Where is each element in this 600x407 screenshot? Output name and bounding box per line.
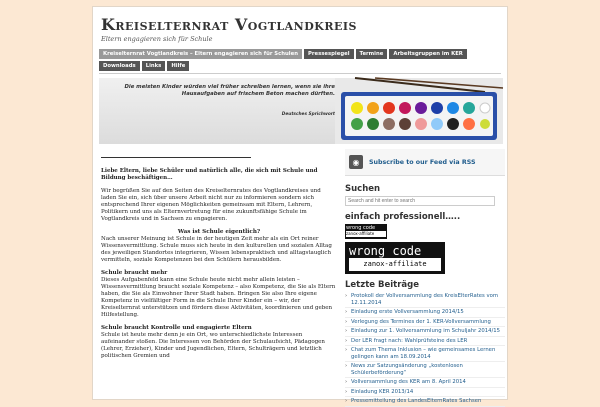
search-widget-title: Suchen	[345, 184, 381, 194]
rss-icon[interactable]: ◉	[349, 155, 363, 169]
affiliate-small-sub: zanox-affiliate	[346, 231, 386, 237]
recent-posts-list	[345, 292, 505, 407]
content-divider	[101, 157, 251, 158]
heading-school-needs-more: Schule braucht mehr	[101, 270, 168, 276]
heading-what-is-school: Was ist Schule eigentlich?	[177, 229, 261, 235]
site-header	[93, 7, 507, 43]
paragraph-school-needs-more: Dieses Aufgabenfeld kann eine Schule heute nicht mehr allein leisten – Wissensvermittlung braucht soziale Kompetenz – also Kompetenz, die Sie als Eltern haben, die Sie als Einwohner Ihrer Stadt haben. Bringen Sie also Ihre eigene Kompetenz in vielfältiger Form in die Schule Ihrer Kinder ein – wir, der Kreiselternrat unterstützen und fördern diese Aktivitäten, koordinieren und geben Hilfestellung.	[101, 277, 336, 318]
sidebar	[345, 149, 505, 407]
recent-post-link[interactable]: › Einladung zur 1. Vollversammlung im Schuljahr 2014/15	[345, 327, 505, 337]
recent-post-link[interactable]: › Der LER fragt nach: Wahlprüfsteine des LER	[345, 337, 505, 347]
recent-post-link[interactable]: › News zur Satzungsänderung „kostenlosen Schülerbeförderung“	[345, 362, 505, 378]
watercolor-palette-image	[335, 78, 503, 144]
ad-widget-title: einfach professionell…..	[345, 212, 461, 222]
recent-post-link[interactable]: › Verlegung des Termines der 1. KER-Vollversammlung	[345, 318, 505, 328]
heading-school-needs-control: Schule braucht Kontrolle und engagierte Eltern	[101, 325, 252, 331]
paragraph-what-is-school: Nach unserer Meinung ist Schule in der heutigen Zeit mehr als ein Ort reiner Wissensvermittlung. Schule muss sich heute in den kulturellen und sozialen Alltag des jeweiligen Standortes integrieren, Wissen lebenspraktisch und alltagstauglich vermitteln, soziale Kompetenzen bei den Schülern herausbilden.	[101, 236, 332, 263]
recent-post-link[interactable]: › Chat zum Thema Inklusion – wie gemeinsames Lernen gelingen kann am 18.09.2014	[345, 346, 505, 362]
recent-post-link[interactable]: › Einladung KER 2013/14	[345, 388, 505, 398]
recent-post-link[interactable]: › Einladung erste Vollversammlung 2014/15	[345, 308, 505, 318]
nav-item-pressespiegel[interactable]: Pressespiegel	[304, 49, 354, 59]
recent-post-link[interactable]: › Protokoll der Vollversammlung des KreisElterRates vom 12.11.2014	[345, 292, 505, 308]
nav-divider	[99, 73, 501, 74]
affiliate-large-sub: zanox-affiliate	[349, 258, 441, 271]
recent-post-link[interactable]: › Pressemitteilung des LandesElternRates Sachsen	[345, 397, 505, 407]
recent-posts-title: Letzte Beiträge	[345, 280, 419, 290]
nav-item-downloads[interactable]: Downloads	[99, 61, 140, 71]
site-description: Eltern engagieren sich für Schule	[101, 35, 213, 43]
nav-item-termine[interactable]: Termine	[356, 49, 388, 59]
nav-item-home[interactable]: Kreiselternrat Vogtlandkreis – Eltern engagieren sich für Schulen	[99, 49, 302, 59]
page-container	[92, 6, 508, 404]
header-banner	[99, 78, 501, 144]
intro-text: Liebe Eltern, liebe Schüler und natürlich alle, die sich mit Schule und Bildung beschäftigen…	[101, 168, 318, 181]
welcome-paragraph: Wir begrüßen Sie auf den Seiten des Kreiselternrates des Vogtlandkreises und laden Sie ein, sich über unsere Arbeit nicht nur zu informieren sondern sich entsprechend Ihrer eigenen Möglichkeiten gemeinsam mit Eltern, Lehrern, Politikern und uns als Elternvertretung für eine zukunftsfähige Schule im Vogtlandkreis und in Sachsen zu engagieren.	[101, 188, 321, 222]
affiliate-large-text: wrong code	[349, 244, 422, 258]
paragraph-school-needs-control: Schule ist heute mehr denn je ein Ort, wo unterschiedlichste Interessen aufeinander stoßen. Die Interessen von Behörden der Schulaufsicht, Pädagogen (Lehrer, Erzieher), Kinder und Jugendlichen, Eltern, Schulträgern und letztlich politischen Gremien und	[101, 332, 325, 359]
search-input[interactable]	[345, 196, 495, 206]
site-title[interactable]: Kreiselternrat Vogtlandkreis	[101, 15, 357, 34]
affiliate-banner-small[interactable]	[345, 224, 387, 239]
rss-subscribe-link[interactable]: Subscribe to our Feed via RSS	[369, 158, 476, 166]
affiliate-small-text: wrong code	[346, 225, 376, 231]
rss-widget[interactable]	[345, 149, 505, 176]
nav-item-links[interactable]: Links	[142, 61, 166, 71]
main-content	[101, 157, 337, 366]
affiliate-banner-large[interactable]	[345, 242, 445, 274]
banner-quote: Die meisten Kinder würden viel früher schreiben lernen, wenn sie ihre Hausaufgaben auf frischem Beton machen dürften.	[124, 84, 335, 97]
main-navigation	[93, 43, 507, 71]
recent-post-link[interactable]: › Vollversammlung des KER am 8. April 2014	[345, 378, 505, 388]
nav-item-hilfe[interactable]: Hilfe	[167, 61, 189, 71]
nav-item-arbeitsgruppen[interactable]: Arbeitsgruppen im KER	[389, 49, 467, 59]
banner-quote-source: Deutsches Sprichwort	[281, 112, 335, 117]
